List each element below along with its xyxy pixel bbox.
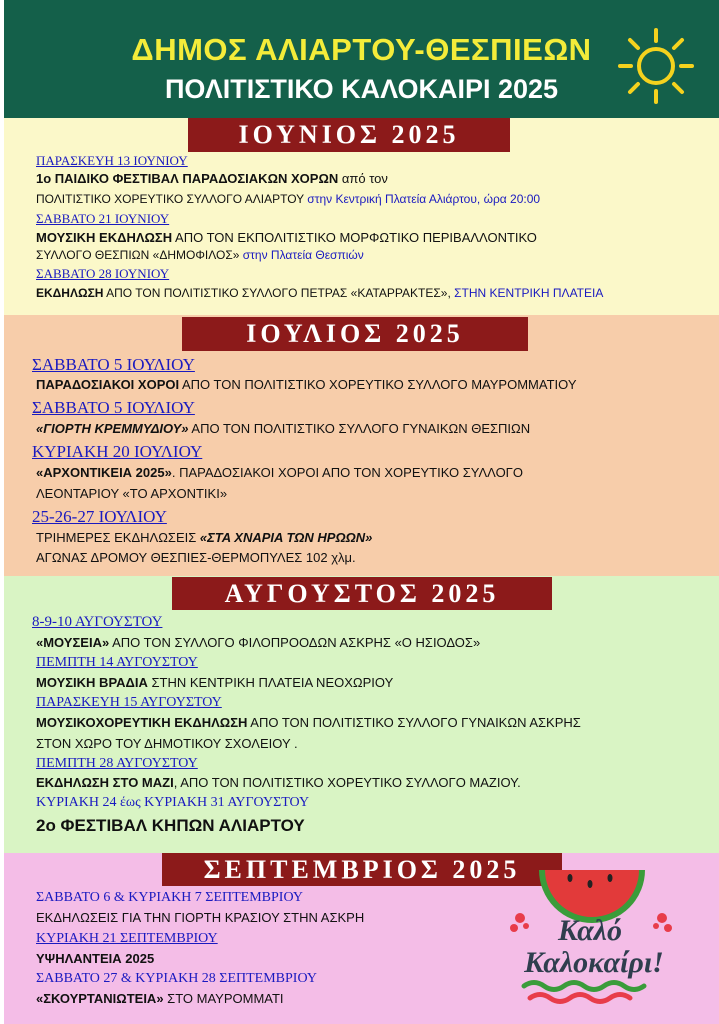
event-description: ΥΨΗΛΑΝΤΕΙΑ 2025 bbox=[36, 951, 155, 966]
event-date: ΠΑΡΑΣΚΕΥΗ 13 ΙΟΥΝΙΟΥ bbox=[36, 153, 188, 168]
month-banner-june: ΙΟΥΝΙΟΣ 2025 bbox=[188, 118, 510, 152]
event-description: 1ο ΠΑΙΔΙΚΟ ΦΕΣΤΙΒΑΛ ΠΑΡΑΔΟΣΙΑΚΩΝ ΧΟΡΩΝ από τον bbox=[36, 171, 388, 186]
poster bbox=[4, 0, 719, 1024]
month-banner-august: ΑΥΓΟΥΣΤΟΣ 2025 bbox=[172, 577, 552, 610]
municipality-title: ΔΗΜΟΣ ΑΛΙΑΡΤΟΥ-ΘΕΣΠΙΕΩΝ bbox=[131, 32, 592, 67]
event-description: «ΣΚΟΥΡΤΑΝΙΩΤΕΙΑ» ΣΤΟ ΜΑΥΡΟΜΜΑΤΙ bbox=[36, 991, 284, 1006]
event-description: «ΑΡΧΟΝΤΙΚΕΙΑ 2025». ΠΑΡΑΔΟΣΙΑΚΟΙ ΧΟΡΟΙ ΑΠΟ ΤΟΝ ΧΟΡΕΥΤΙΚΟ ΣΥΛΛΟΓΟ bbox=[36, 465, 523, 480]
header-banner bbox=[4, 0, 719, 118]
event-date: ΣΑΒΒΑΤΟ 5 ΙΟΥΛΙΟΥ bbox=[32, 355, 195, 374]
event-description: ΠΑΡΑΔΟΣΙΑΚΟΙ ΧΟΡΟΙ ΑΠΟ ΤΟΝ ΠΟΛΙΤΙΣΤΙΚΟ ΧΟΡΕΥΤΙΚΟ ΣΥΛΛΟΓΟ ΜΑΥΡΟΜΜΑΤΙΟΥ bbox=[36, 377, 577, 392]
event-date: ΣΑΒΒΑΤΟ 6 & ΚΥΡΙΑΚΗ 7 ΣΕΠΤΕΜΒΡΙΟΥ bbox=[36, 890, 303, 905]
event-date: ΠΕΜΠΤΗ 28 ΑΥΓΟΥΣΤΟΥ bbox=[36, 756, 198, 771]
june-section bbox=[4, 118, 719, 315]
event-description: ΛΕΟΝΤΑΡΙΟΥ «ΤΟ ΑΡΧΟΝΤΙΚΙ» bbox=[36, 486, 228, 501]
event-date: ΣΑΒΒΑΤΟ 5 ΙΟΥΛΙΟΥ bbox=[32, 398, 195, 417]
event-date: ΚΥΡΙΑΚΗ 21 ΣΕΠΤΕΜΒΡΙΟΥ bbox=[36, 931, 218, 946]
event-description: ΠΟΛΙΤΙΣΤΙΚΟ ΧΟΡΕΥΤΙΚΟ ΣΥΛΛΟΓΟ ΑΛΙΑΡΤΟΥ στην Κεντρική Πλατεία Αλιάρτου, ώρα 20:00 bbox=[36, 192, 541, 206]
watermelon-icon bbox=[542, 870, 642, 920]
greeting-line-2: Καλοκαίρι! bbox=[524, 946, 664, 979]
month-banner-july: ΙΟΥΛΙΟΣ 2025 bbox=[182, 317, 528, 351]
event-date: ΣΑΒΒΑΤΟ 28 ΙΟΥΝΙΟΥ bbox=[36, 266, 170, 281]
event-description: ΕΚΔΗΛΩΣΕΙΣ ΓΙΑ ΤΗΝ ΓΙΟΡΤΗ ΚΡΑΣΙΟΥ ΣΤΗΝ ΑΣΚΡΗ bbox=[36, 910, 365, 925]
event-date: ΠΑΡΑΣΚΕΥΗ 15 ΑΥΓΟΥΣΤΟΥ bbox=[36, 695, 222, 710]
event-description: ΤΡΙΗΜΕΡΕΣ ΕΚΔΗΛΩΣΕΙΣ «ΣΤΑ ΧΝΑΡΙΑ ΤΩΝ ΗΡΩΩΝ» bbox=[36, 530, 373, 545]
event-date: ΣΑΒΒΑΤΟ 21 ΙΟΥΝΙΟΥ bbox=[36, 211, 170, 226]
event-description: ΜΟΥΣΙΚΗ ΒΡΑΔΙΑ ΣΤΗΝ ΚΕΝΤΡΙΚΗ ΠΛΑΤΕΙΑ ΝΕΟΧΩΡΙΟΥ bbox=[36, 675, 394, 690]
event-date: ΣΑΒΒΑΤΟ 27 & ΚΥΡΙΑΚΗ 28 ΣΕΠΤΕΜΒΡΙΟΥ bbox=[36, 971, 317, 986]
greeting-line-1: Καλό bbox=[558, 914, 622, 947]
event-description: ΕΚΔΗΛΩΣΗ ΣΤΟ ΜΑΖΙ, ΑΠΟ ΤΟΝ ΠΟΛΙΤΙΣΤΙΚΟ ΧΟΡΕΥΤΙΚΟ ΣΥΛΛΟΓΟ ΜΑΖΙΟΥ. bbox=[36, 775, 521, 790]
program-subtitle: ΠΟΛΙΤΙΣΤΙΚΟ ΚΑΛΟΚΑΙΡΙ 2025 bbox=[164, 74, 559, 104]
wave-icon bbox=[524, 983, 644, 1002]
event-description: «ΓΙΟΡΤΗ ΚΡΕΜΜΥΔΙΟΥ» ΑΠΟ ΤΟΝ ΠΟΛΙΤΙΣΤΙΚΟ ΣΥΛΛΟΓΟ ΓΥΝΑΙΚΩΝ ΘΕΣΠΙΩΝ bbox=[36, 421, 531, 436]
event-date: 8-9-10 ΑΥΓΟΥΣΤΟΥ bbox=[32, 614, 163, 630]
event-description: ΕΚΔΗΛΩΣΗ ΑΠΟ ΤΟΝ ΠΟΛΙΤΙΣΤΙΚΟ ΣΥΛΛΟΓΟ ΠΕΤΡΑΣ «ΚΑΤΑΡΡΑΚΤΕΣ», ΣΤΗΝ ΚΕΝΤΡΙΚΗ ΠΛΑΤΕΙΑ bbox=[36, 286, 604, 300]
event-description: «ΜΟΥΣΕΙΑ» ΑΠΟ ΤΟΝ ΣΥΛΛΟΓΟ ΦΙΛΟΠΡΟΟΔΩΝ ΑΣΚΡΗΣ «Ο ΗΣΙΟΔΟΣ» bbox=[36, 635, 481, 650]
event-description: ΣΤΟΝ ΧΩΡΟ ΤΟΥ ΔΗΜΟΤΙΚΟΥ ΣΧΟΛΕΙΟΥ . bbox=[36, 736, 298, 751]
event-description: ΜΟΥΣΙΚΗ ΕΚΔΗΛΩΣΗ ΑΠΟ ΤΟΝ ΕΚΠΟΛΙΤΙΣΤΙΚΟ ΜΟΡΦΩΤΙΚΟ ΠΕΡΙΒΑΛΛΟΝΤΙΚΟ bbox=[36, 230, 537, 245]
month-banner-september: ΣΕΠΤΕΜΒΡΙΟΣ 2025 bbox=[162, 853, 562, 886]
july-section bbox=[4, 315, 719, 576]
summer-greeting-badge bbox=[490, 862, 700, 1012]
event-date: ΚΥΡΙΑΚΗ 20 ΙΟΥΛΙΟΥ bbox=[32, 442, 203, 461]
event-date: ΚΥΡΙΑΚΗ 24 έως ΚΥΡΙΑΚΗ 31 ΑΥΓΟΥΣΤΟΥ bbox=[36, 795, 310, 810]
event-description: ΜΟΥΣΙΚΟΧΟΡΕΥΤΙΚΗ ΕΚΔΗΛΩΣΗ ΑΠΟ ΤΟΝ ΠΟΛΙΤΙΣΤΙΚΟ ΣΥΛΛΟΓΟ ΓΥΝΑΙΚΩΝ ΑΣΚΡΗΣ bbox=[36, 715, 581, 730]
event-date: ΠΕΜΠΤΗ 14 ΑΥΓΟΥΣΤΟΥ bbox=[36, 655, 198, 670]
sun-icon bbox=[616, 26, 696, 106]
august-section bbox=[4, 576, 719, 853]
event-description: ΑΓΩΝΑΣ ΔΡΟΜΟΥ ΘΕΣΠΙΕΣ-ΘΕΡΜΟΠΥΛΕΣ 102 χλμ. bbox=[36, 550, 356, 565]
event-description: 2ο ΦΕΣΤΙΒΑΛ ΚΗΠΩΝ ΑΛΙΑΡΤΟΥ bbox=[36, 816, 305, 835]
event-description: ΣΥΛΛΟΓΟ ΘΕΣΠΙΩΝ «ΔΗΜΟΦΙΛΟΣ» στην Πλατεία Θεσπιών bbox=[36, 248, 364, 262]
event-date: 25-26-27 ΙΟΥΛΙΟΥ bbox=[32, 507, 167, 526]
